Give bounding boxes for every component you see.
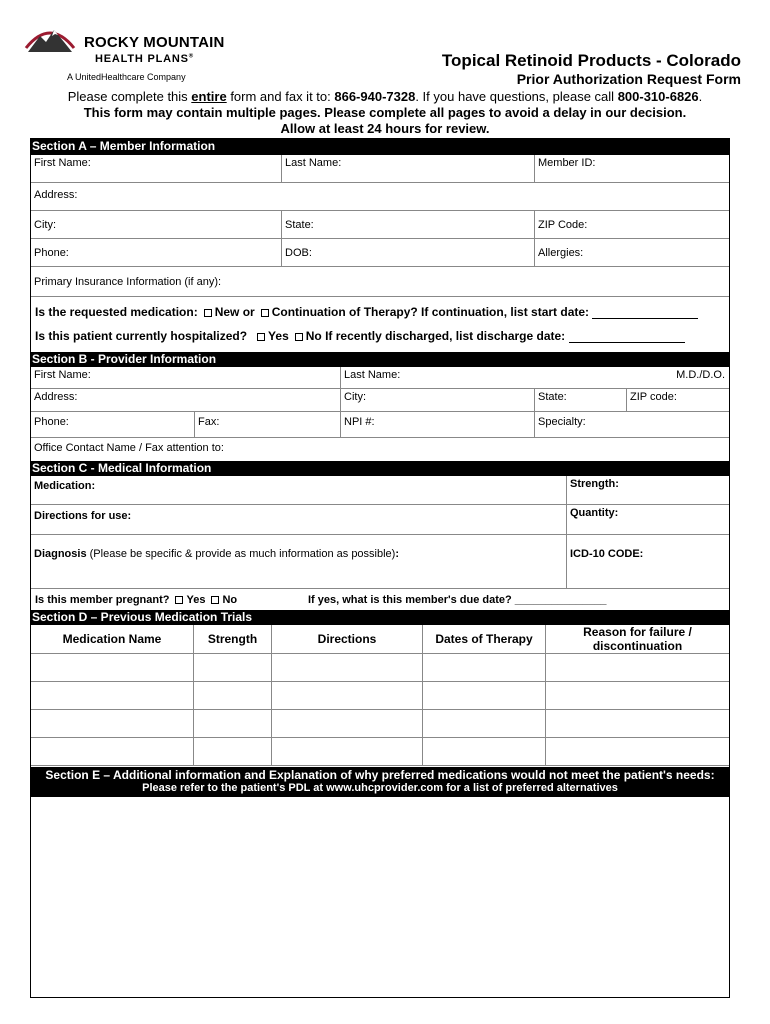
hospitalized-question: Is this patient currently hospitalized? Yes No If recently discharged, list discharge date: xyxy=(35,329,685,343)
provider-first-name-field[interactable]: First Name: xyxy=(31,367,341,388)
directions-field[interactable]: Directions for use: xyxy=(31,505,567,534)
diagnosis-field[interactable]: Diagnosis (Please be specific & provide as much information as possible): xyxy=(31,535,567,588)
trial-cell[interactable] xyxy=(546,654,729,681)
new-checkbox[interactable] xyxy=(204,309,212,317)
insurance-row xyxy=(31,267,729,297)
diagnosis-row xyxy=(31,535,729,589)
provider-fax-field[interactable]: Fax: xyxy=(195,412,341,437)
trial-cell[interactable] xyxy=(194,654,272,681)
prior-auth-form xyxy=(30,138,730,998)
pregnant-no-checkbox[interactable] xyxy=(211,596,219,604)
start-date-field[interactable] xyxy=(592,318,698,319)
col-directions: Directions xyxy=(272,625,423,653)
trial-cell[interactable] xyxy=(31,654,194,681)
member-last-name-field[interactable]: Last Name: xyxy=(282,155,535,182)
hospitalized-yes-checkbox[interactable] xyxy=(257,333,265,341)
member-name-row xyxy=(31,155,729,183)
provider-npi-field[interactable]: NPI #: xyxy=(341,412,535,437)
member-city-row xyxy=(31,211,729,239)
provider-state-field[interactable]: State: xyxy=(535,389,627,411)
logo-tagline: A UnitedHealthcare Company xyxy=(67,72,186,82)
primary-insurance-field[interactable]: Primary Insurance Information (if any): xyxy=(34,276,222,288)
form-title: Topical Retinoid Products - Colorado xyxy=(441,51,741,70)
table-row xyxy=(31,654,729,682)
section-b-header: Section B - Provider Information xyxy=(31,352,729,367)
section-d-header: Section D – Previous Medication Trials xyxy=(31,610,729,625)
pregnant-yes-checkbox[interactable] xyxy=(175,596,183,604)
provider-city-field[interactable]: City: xyxy=(341,389,535,411)
discharge-date-field[interactable] xyxy=(569,342,685,343)
form-subtitle: Prior Authorization Request Form xyxy=(516,71,741,87)
strength-field[interactable]: Strength: xyxy=(570,478,619,490)
trial-cell[interactable] xyxy=(194,738,272,765)
member-zip-field[interactable]: ZIP Code: xyxy=(538,219,588,231)
trial-cell[interactable] xyxy=(546,710,729,737)
table-row xyxy=(31,738,729,766)
col-reason-for-failure: Reason for failure / discontinuation xyxy=(583,625,692,653)
section-c-header: Section C - Medical Information xyxy=(31,461,729,476)
trial-cell[interactable] xyxy=(423,654,546,681)
office-contact-row xyxy=(31,438,729,460)
provider-name-row xyxy=(31,367,729,389)
member-first-name-field[interactable]: First Name: xyxy=(31,155,282,182)
provider-zip-field[interactable]: ZIP code: xyxy=(630,391,677,403)
medication-field[interactable]: Medication: xyxy=(31,476,567,504)
col-medication-name: Medication Name xyxy=(31,625,194,653)
quantity-field[interactable]: Quantity: xyxy=(570,507,619,519)
section-a-header: Section A – Member Information xyxy=(31,139,729,155)
medication-row xyxy=(31,476,729,505)
due-date-question[interactable]: If yes, what is this member's due date? _______________ xyxy=(308,594,607,606)
table-row xyxy=(31,682,729,710)
phone-number: 800-310-6826 xyxy=(617,89,699,104)
provider-specialty-field[interactable]: Specialty: xyxy=(538,416,586,428)
member-dob-field[interactable]: DOB: xyxy=(282,239,535,266)
trial-cell[interactable] xyxy=(31,682,194,709)
company-logo xyxy=(22,22,225,84)
member-phone-field[interactable]: Phone: xyxy=(31,239,282,266)
member-address-field[interactable]: Address: xyxy=(34,189,78,201)
trial-cell[interactable] xyxy=(272,738,423,765)
member-id-field[interactable]: Member ID: xyxy=(538,157,596,169)
trial-cell[interactable] xyxy=(272,654,423,681)
trial-cell[interactable] xyxy=(272,710,423,737)
provider-address-row xyxy=(31,389,729,412)
trial-cell[interactable] xyxy=(546,738,729,765)
instructions-line-1: Please complete this entire form and fax it to: 866-940-7328. If you have questions, please call 800-310-6826. xyxy=(67,89,703,104)
mountain-logo-icon xyxy=(22,22,78,54)
trial-cell[interactable] xyxy=(423,738,546,765)
provider-address-field[interactable]: Address: xyxy=(31,389,341,411)
member-state-field[interactable]: State: xyxy=(282,211,535,238)
trial-cell[interactable] xyxy=(423,710,546,737)
trials-header-row xyxy=(31,625,729,654)
section-e-subheader: Please refer to the patient's PDL at www.uhcprovider.com for a list of preferred alternatives xyxy=(142,782,618,794)
trial-cell[interactable] xyxy=(194,682,272,709)
continuation-checkbox[interactable] xyxy=(261,309,269,317)
md-do-label: M.D./D.O. xyxy=(676,369,725,381)
member-address-row xyxy=(31,183,729,211)
trial-cell[interactable] xyxy=(272,682,423,709)
provider-phone-field[interactable]: Phone: xyxy=(31,412,195,437)
member-city-field[interactable]: City: xyxy=(31,211,282,238)
fax-number: 866-940-7328 xyxy=(334,89,416,104)
logo-text-primary: ROCKY MOUNTAIN xyxy=(84,34,225,51)
office-contact-field[interactable]: Office Contact Name / Fax attention to: xyxy=(34,442,224,454)
member-allergies-field[interactable]: Allergies: xyxy=(538,247,584,259)
hospitalized-no-checkbox[interactable] xyxy=(295,333,303,341)
col-strength: Strength xyxy=(194,625,272,653)
trial-cell[interactable] xyxy=(546,682,729,709)
additional-information-field[interactable] xyxy=(31,797,729,997)
trial-cell[interactable] xyxy=(31,738,194,765)
pregnant-question: Is this member pregnant? Yes No xyxy=(35,594,238,606)
trial-cell[interactable] xyxy=(31,710,194,737)
member-phone-row xyxy=(31,239,729,267)
instructions-line-2: This form may contain multiple pages. Please complete all pages to avoid a delay in our decision. xyxy=(83,105,687,120)
table-row xyxy=(31,710,729,738)
directions-row xyxy=(31,505,729,535)
provider-phone-row xyxy=(31,412,729,438)
section-e-header: Section E – Additional information and Explanation of why preferred medications would not meet the patient's needs: Please refer to the patient's PDL at www.uhcprovider.com for a list of preferred alternatives xyxy=(31,767,729,797)
trial-cell[interactable] xyxy=(194,710,272,737)
instructions-line-3: Allow at least 24 hours for review. xyxy=(280,121,490,136)
col-dates-of-therapy: Dates of Therapy xyxy=(423,625,546,653)
icd10-code-field[interactable]: ICD-10 CODE: xyxy=(570,548,644,560)
logo-text-secondary: HEALTH PLANS® xyxy=(95,53,194,65)
trial-cell[interactable] xyxy=(423,682,546,709)
provider-last-name-field[interactable]: Last Name: xyxy=(344,369,401,381)
medication-status-question: Is the requested medication: New or Continuation of Therapy? If continuation, list start date: xyxy=(35,305,698,319)
